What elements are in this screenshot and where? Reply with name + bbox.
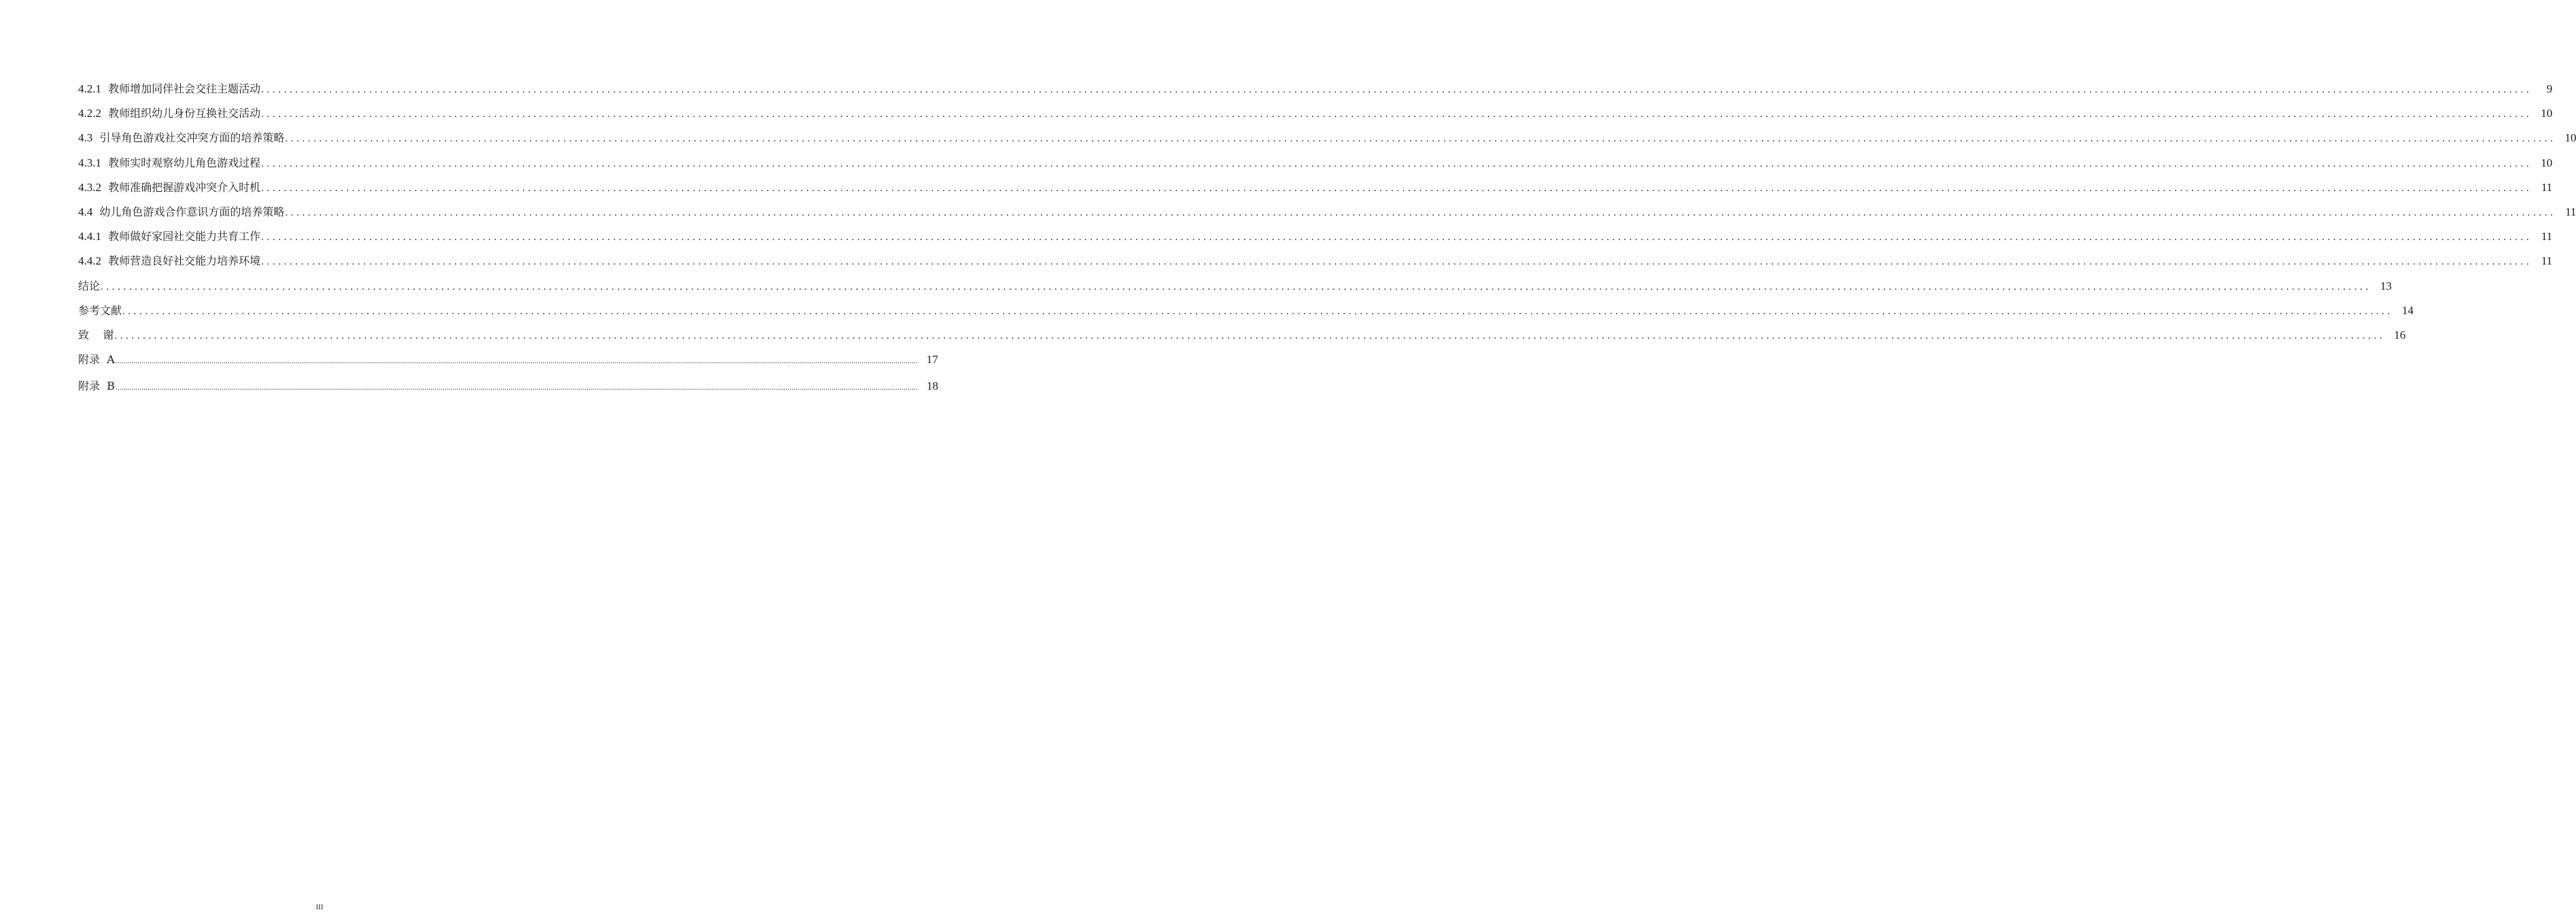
- toc-page-number: 16: [2394, 328, 2406, 341]
- toc-section-title: 教师营造良好社交能力培养环境: [108, 254, 261, 268]
- toc-entry-label: [78, 80, 261, 96]
- toc-entry-label: [78, 105, 261, 120]
- toc-entry[interactable]: [78, 129, 2576, 154]
- table-of-contents: [78, 80, 2576, 404]
- toc-leader-dots: ................................................................................................................................................................................................................................................................................................................................................................................................................: [261, 256, 2532, 268]
- toc-section-title: 教师组织幼儿身份互换社交活动: [108, 107, 261, 120]
- toc-page-number: 18: [926, 379, 938, 393]
- toc-page-number: 17: [926, 353, 938, 367]
- toc-entry[interactable]: [78, 252, 2553, 277]
- toc-leader-dots: ................................................................................................................................................................................................................................................................................................................................................................................................................: [101, 281, 2372, 292]
- toc-leader-dots: ................................................................................................................................................................................................................................................................................................................................................................................................................: [285, 207, 2556, 218]
- toc-entry-conclusion[interactable]: [78, 277, 2392, 302]
- toc-entry[interactable]: [78, 228, 2553, 252]
- toc-entry-appendix-b[interactable]: [78, 377, 938, 404]
- toc-section-number: 4.3.1: [78, 156, 101, 169]
- toc-leader-dots: ................................................................................................................................................................................................................................................................................................................................................................................................................: [115, 357, 918, 366]
- toc-section-title: 结论: [78, 279, 101, 292]
- toc-section-title: 教师实时观察幼儿角色游戏过程: [108, 156, 261, 169]
- toc-section-number: 4.2.2: [78, 107, 101, 120]
- toc-section-title: 教师准确把握游戏冲突介入时机: [108, 180, 261, 194]
- footer-page-number: III: [315, 903, 324, 911]
- toc-page-number: 11: [2541, 180, 2553, 194]
- toc-leader-dots: ................................................................................................................................................................................................................................................................................................................................................................................................................: [261, 232, 2532, 243]
- toc-page-number: 10: [2541, 156, 2553, 169]
- toc-entry-appendix-a[interactable]: [78, 351, 938, 377]
- toc-section-number: 4.4: [78, 205, 93, 218]
- toc-entry[interactable]: [78, 154, 2553, 179]
- toc-leader-dots: ................................................................................................................................................................................................................................................................................................................................................................................................................: [261, 158, 2532, 169]
- toc-page-number: 14: [2402, 303, 2414, 317]
- toc-section-number: 4.3: [78, 131, 93, 145]
- toc-page-number: 10: [2564, 131, 2576, 145]
- toc-entry-label: [78, 154, 261, 170]
- toc-entry-label: [78, 252, 261, 268]
- toc-section-title: 幼儿角色游戏合作意识方面的培养策略: [99, 205, 285, 218]
- toc-section-number: 4.2.1: [78, 82, 101, 95]
- toc-section-title: 引导角色游戏社交冲突方面的培养策略: [99, 131, 285, 145]
- toc-leader-dots: ................................................................................................................................................................................................................................................................................................................................................................................................................: [122, 305, 2394, 317]
- toc-entry-label: [78, 228, 261, 243]
- toc-section-title: 附录 B: [78, 379, 115, 393]
- toc-section-number: 4.4.2: [78, 254, 101, 268]
- toc-entry-label: [78, 129, 285, 145]
- toc-entry[interactable]: [78, 105, 2553, 129]
- toc-leader-dots: ................................................................................................................................................................................................................................................................................................................................................................................................................: [261, 84, 2532, 95]
- toc-page-number: 13: [2380, 279, 2392, 292]
- toc-section-title: 附录 A: [78, 353, 115, 367]
- toc-section-title: 教师增加同伴社会交往主题活动: [108, 82, 261, 95]
- toc-page-number: 9: [2546, 82, 2553, 95]
- toc-entry-references[interactable]: [78, 302, 2414, 326]
- toc-page-number: 11: [2565, 205, 2576, 218]
- toc-entry[interactable]: [78, 179, 2553, 203]
- toc-section-title: 参考文献: [78, 303, 122, 317]
- toc-entry[interactable]: [78, 80, 2553, 105]
- toc-leader-dots: ................................................................................................................................................................................................................................................................................................................................................................................................................: [114, 330, 2386, 341]
- toc-section-title: 教师做好家园社交能力共育工作: [108, 230, 261, 243]
- toc-leader-dots: ................................................................................................................................................................................................................................................................................................................................................................................................................: [261, 109, 2532, 120]
- toc-page-number: 11: [2541, 254, 2553, 268]
- toc-leader-dots: ................................................................................................................................................................................................................................................................................................................................................................................................................: [115, 384, 918, 392]
- toc-page-number: 11: [2541, 230, 2553, 243]
- toc-section-number: 4.3.2: [78, 180, 101, 194]
- toc-page-number: 10: [2541, 107, 2553, 120]
- toc-section-title: 致 谢: [78, 328, 114, 341]
- toc-leader-dots: ................................................................................................................................................................................................................................................................................................................................................................................................................: [285, 133, 2556, 145]
- toc-entry-acknowledgements[interactable]: [78, 326, 2406, 351]
- toc-leader-dots: ................................................................................................................................................................................................................................................................................................................................................................................................................: [261, 182, 2532, 194]
- toc-entry-label: [78, 179, 261, 194]
- toc-entry-label: [78, 203, 285, 219]
- toc-entry[interactable]: [78, 203, 2576, 228]
- toc-section-number: 4.4.1: [78, 230, 101, 243]
